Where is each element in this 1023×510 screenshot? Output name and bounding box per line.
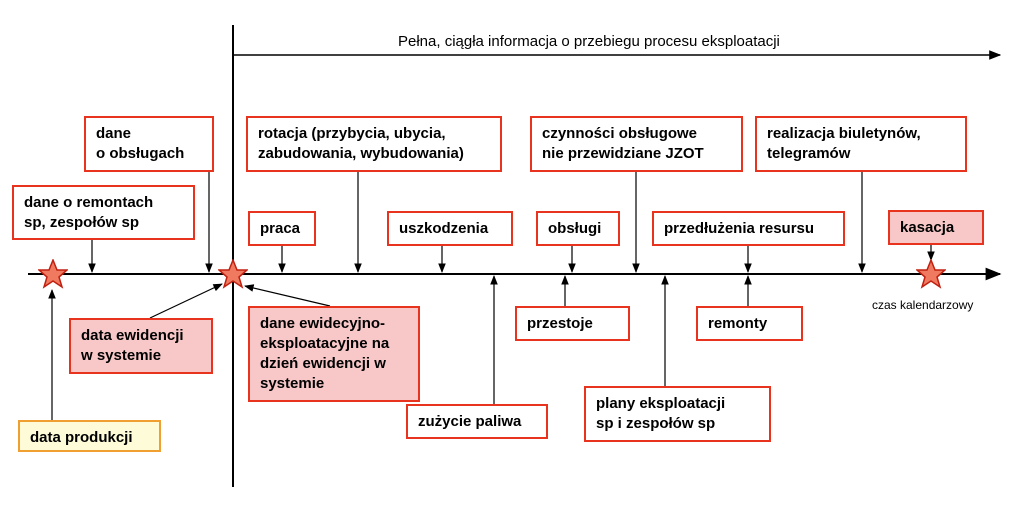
star-registration-icon bbox=[218, 259, 248, 289]
box-dane-o-remontach: dane o remontach sp, zespołów sp bbox=[12, 185, 195, 240]
box-zuzycie-paliwa: zużycie paliwa bbox=[406, 404, 548, 439]
box-obslugi: obsługi bbox=[536, 211, 620, 246]
box-data-produkcji: data produkcji bbox=[18, 420, 161, 452]
box-przestoje: przestoje bbox=[515, 306, 630, 341]
box-realizacja: realizacja biuletynów, telegramów bbox=[755, 116, 967, 172]
box-praca: praca bbox=[248, 211, 316, 246]
arrow-dane-ewidencyjne bbox=[245, 286, 330, 306]
box-dane-o-obslugach: dane o obsługach bbox=[84, 116, 214, 172]
box-data-ewidencji: data ewidencji w systemie bbox=[69, 318, 213, 374]
box-remonty: remonty bbox=[696, 306, 803, 341]
arrow-data-ewidencji bbox=[150, 284, 222, 318]
axis-label: czas kalendarzowy bbox=[872, 298, 974, 312]
box-dane-ewidencyjne: dane ewidecyjno- eksploatacyjne na dzień ewidencji w systemie bbox=[248, 306, 420, 402]
box-kasacja: kasacja bbox=[888, 210, 984, 245]
box-rotacja: rotacja (przybycia, ubycia, zabudowania, wybudowania) bbox=[246, 116, 502, 172]
box-plany-eksploatacji: plany eksploatacji sp i zespołów sp bbox=[584, 386, 771, 442]
box-uszkodzenia: uszkodzenia bbox=[387, 211, 513, 246]
box-czynnosci: czynności obsługowe nie przewidziane JZOT bbox=[530, 116, 743, 172]
star-production-icon bbox=[38, 259, 68, 289]
star-scrapping-icon bbox=[916, 259, 946, 289]
header-text: Pełna, ciągła informacja o przebiegu procesu eksploatacji bbox=[398, 33, 780, 50]
box-przedluzenia: przedłużenia resursu bbox=[652, 211, 845, 246]
